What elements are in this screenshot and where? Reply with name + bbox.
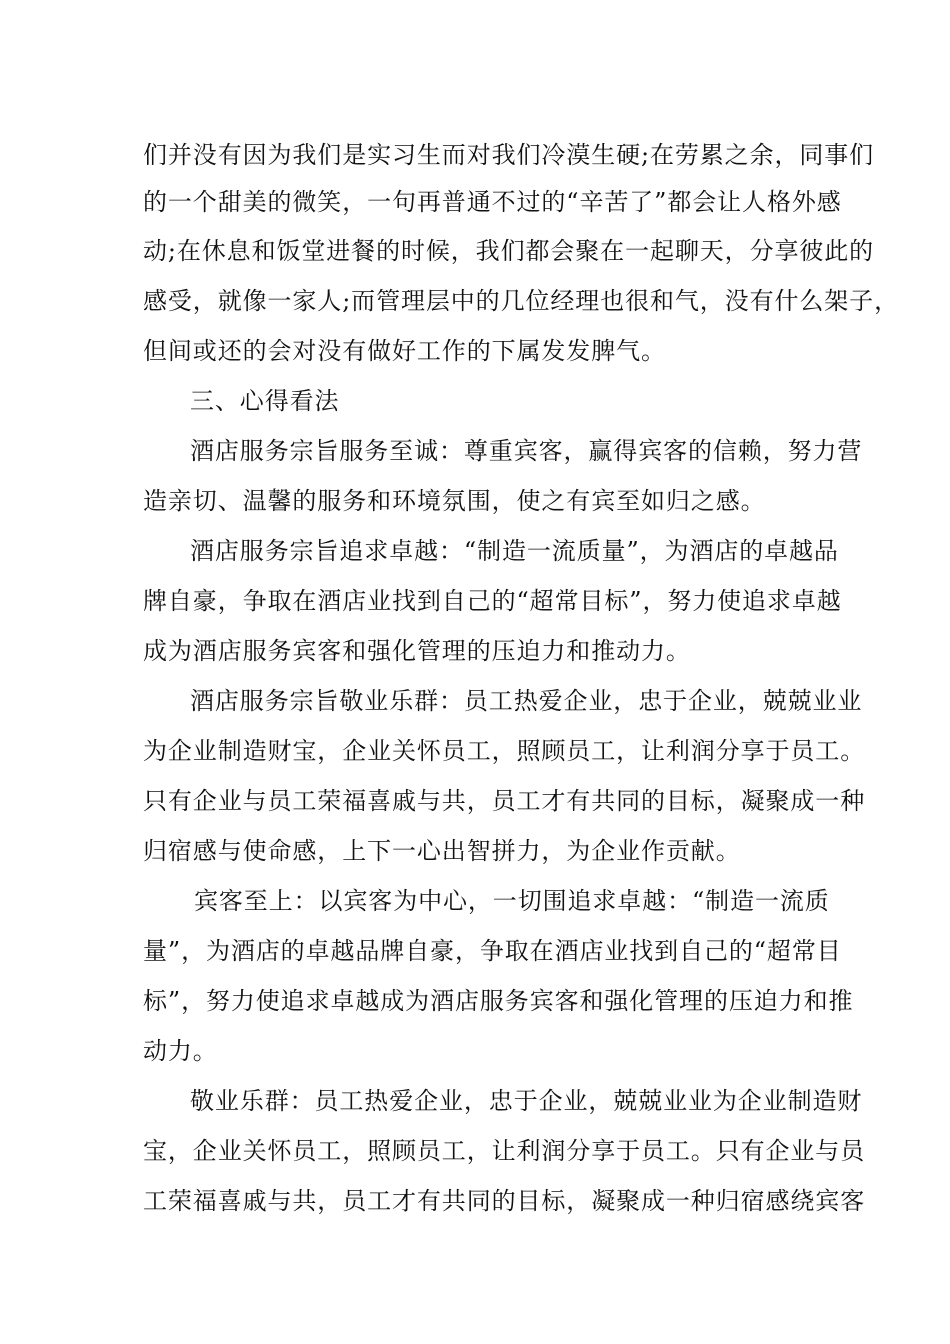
body-text-line: 量”，为酒店的卓越品牌自豪，争取在酒店业找到自己的“超常目 (143, 937, 842, 965)
body-text-line: 牌自豪，争取在酒店业找到自己的“超常目标”，努力使追求卓越 (143, 587, 842, 615)
body-text-line: 但间或还的会对没有做好工作的下属发发脾气。 (143, 337, 666, 365)
body-text-line: 们并没有因为我们是实习生而对我们冷漠生硬;在劳累之余，同事们 (143, 141, 875, 169)
body-text-line: 只有企业与员工荣福喜戚与共，员工才有共同的目标，凝聚成一种 (143, 787, 866, 815)
body-text-line: 敬业乐群：员工热爱企业，忠于企业，兢兢业业为企业制造财 (190, 1087, 863, 1115)
body-text-line: 酒店服务宗旨敬业乐群：员工热爱企业，忠于企业，兢兢业业 (190, 687, 863, 715)
body-text-line: 归宿感与使命感，上下一心出智拼力，为企业作贡献。 (143, 837, 741, 865)
body-text-line: 造亲切、温馨的服务和环境氛围，使之有宾至如归之感。 (143, 487, 766, 515)
body-text-line: 为企业制造财宝，企业关怀员工，照顾员工，让利润分享于员工。 (143, 737, 866, 765)
body-text-line: 标”，努力使追求卓越成为酒店服务宾客和强化管理的压迫力和推 (143, 987, 854, 1015)
body-text-line: 酒店服务宗旨追求卓越：“制造一流质量”，为酒店的卓越品 (190, 537, 839, 565)
body-text-line: 宝，企业关怀员工，照顾员工，让利润分享于员工。只有企业与员 (143, 1137, 866, 1165)
body-text-line: 感受，就像一家人;而管理层中的几位经理也很和气，没有什么架子， (143, 287, 899, 315)
body-text-line: 酒店服务宗旨服务至诚：尊重宾客，赢得宾客的信赖，努力营 (190, 437, 863, 465)
body-text-line: 动力。 (143, 1037, 218, 1065)
section-heading: 三、心得看法 (190, 387, 340, 415)
body-text-line: 宾客至上：以宾客为中心，一切围追求卓越：“制造一流质 (194, 887, 830, 915)
body-text-line: 动;在休息和饭堂进餐的时候，我们都会聚在一起聊天，分享彼此的 (143, 237, 875, 265)
body-text-line: 的一个甜美的微笑，一句再普通不过的“辛苦了”都会让人格外感 (143, 188, 842, 216)
body-text-line: 工荣福喜戚与共，员工才有共同的目标，凝聚成一种归宿感绕宾客 (143, 1187, 866, 1215)
body-text-line: 成为酒店服务宾客和强化管理的压迫力和推动力。 (143, 637, 691, 665)
